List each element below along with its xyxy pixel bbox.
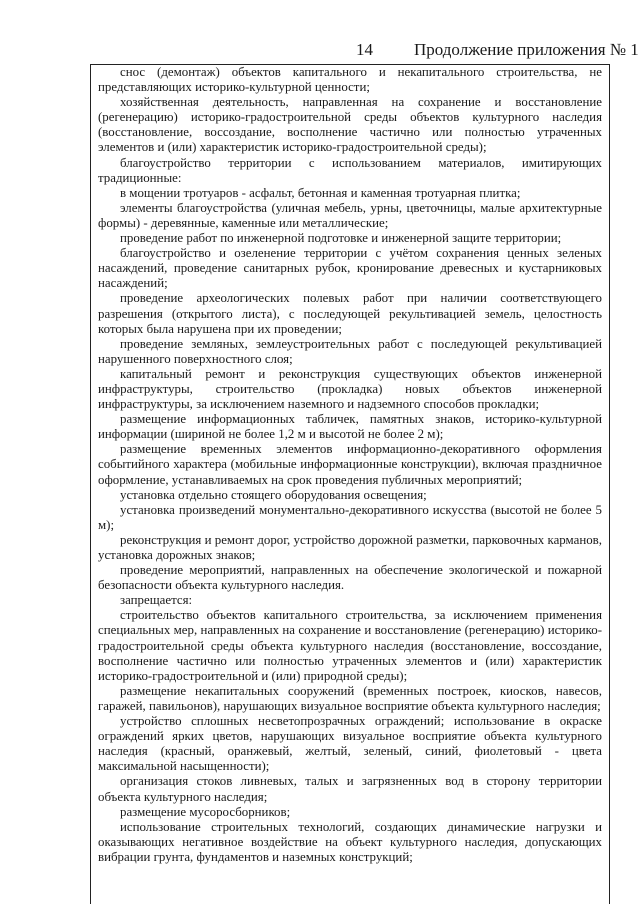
paragraph: установка произведений монументально-декоративного искусства (высотой не более 5 м); (98, 502, 602, 532)
document-body (98, 65, 602, 865)
paragraph: проведение земляных, землеустроительных работ с последующей рекультивацией нарушенного поверхностного слоя; (98, 336, 602, 366)
paragraph: элементы благоустройства (уличная мебель, урны, цветочницы, малые архитектурные формы) - деревянные, каменные или металлические; (98, 200, 602, 230)
paragraph: устройство сплошных несветопрозрачных ограждений; использование в окраске ограждений ярких цветов, нарушающих визуальное восприятие объекта культурного наследия (красный, оранжевый, желтый, зеленый, синий, фиолетовый - цвета максимальной насыщенности); (98, 714, 602, 774)
paragraph: хозяйственная деятельность, направленная на сохранение и восстановление (регенерацию) историко-градостроительной среды объектов культурного наследия (восстановление, воссоздание, восполнение частично или полностью утраченных элементов и (или) характеристик историко-градостроительной среды); (98, 95, 602, 155)
paragraph: размещение мусоросборников; (120, 804, 291, 819)
paragraph: установка отдельно стоящего оборудования освещения; (120, 487, 427, 502)
paragraph-heading: запрещается: (120, 593, 193, 608)
paragraph: благоустройство территории с использованием материалов, имитирующих традиционные: (98, 155, 602, 185)
paragraph: строительство объектов капитального строительства, за исключением применения специальных мер, направленных на сохранение и восстановление (регенерацию) историко-градостроительной среды объекта культурного наследия (восстановление, воссоздание, восполнение частично или полностью утраченных элементов и (или) характеристик историко-градостроительной и (или) природной среды); (98, 608, 602, 683)
paragraph: снос (демонтаж) объектов капитального и некапитального строительства, не представляющих историко-культурной ценности; (98, 65, 602, 95)
paragraph: размещение некапитальных сооружений (временных построек, киосков, навесов, гаражей, павильонов), нарушающих визуальное восприятие объекта культурного наследия; (98, 683, 602, 713)
paragraph: проведение мероприятий, направленных на обеспечение экологической и пожарной безопасности объекта культурного наследия. (98, 563, 602, 593)
paragraph: благоустройство и озеленение территории с учётом сохранения ценных зеленых насаждений, проведение санитарных рубок, кронирование древесных и кустарниковых насаждений; (98, 246, 602, 291)
paragraph: капитальный ремонт и реконструкция существующих объектов инженерной инфраструктуры, строительство (прокладка) новых объектов инженерной инфраструктуры, за исключением наземного и надземного способов прокладки; (98, 366, 602, 412)
paragraph: размещение информационных табличек, памятных знаков, историко-культурной информации (шириной не более 1,2 м и высотой не более 2 м); (98, 412, 602, 442)
paragraph: реконструкция и ремонт дорог, устройство дорожной разметки, парковочных карманов, установка дорожных знаков; (98, 532, 602, 562)
paragraph: в мощении тротуаров - асфальт, бетонная и каменная тротуарная плитка; (120, 185, 521, 200)
paragraph: проведение работ по инженерной подготовке и инженерной защите территории; (120, 231, 562, 246)
paragraph: размещение временных элементов информационно-декоративного оформления событийного характера (мобильные информационные конструкции), включая праздничное оформление, устанавливаемых на срок проведения публичных мероприятий; (98, 442, 602, 487)
page-number: 14 (356, 40, 373, 59)
paragraph: организация стоков ливневых, талых и загрязненных вод в сторону территории объекта культурного наследия; (98, 774, 602, 804)
paragraph: проведение археологических полевых работ при наличии соответствующего разрешения (открытого листа), с последующей рекультивацией земель, целостность которых была нарушена при их проведении; (98, 291, 602, 336)
continuation-title: Продолжение приложения № 1 (414, 40, 639, 59)
paragraph: использование строительных технологий, создающих динамические нагрузки и оказывающих негативное воздействие на объект культурного наследия, допускающих вибрации грунта, фундаментов и наземных конструкций; (98, 819, 602, 864)
